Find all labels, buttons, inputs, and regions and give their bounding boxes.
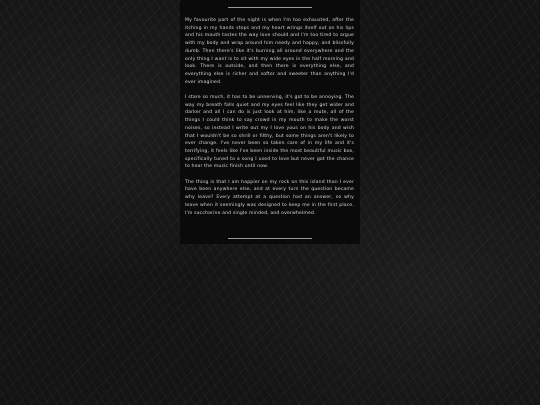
post-paragraph-2: I stare so much, it has to be unnerving, it's got to be annoying. The way my breath falls quiet and my eyes feel like they get wider and darker and all I can do is just look at him, like a mute, all of the things I could think to say crowd in my mouth to make the worst noises, so instead I write out my I love yous on his body and wish that I wouldn't be so shrill or filthy, but some things aren't likely to ever change. I've never been so taken care of in my life and it's terrifying, it feels like I've been inside the most beautiful music box, specifically tuned to a song I used to love but never got the chance to hear the music finish until now. <box>185 95 354 170</box>
top-divider <box>228 7 312 8</box>
post-column <box>180 0 360 244</box>
post-paragraph-3: The thing is that I am happier on my rock on this island than I ever have been anywhere else, and at every turn the question became why leave? Every attempt at a question had an answer, so why leave when it seemingly was designed to keep me in the first place. I'm saccharine and single minded, and overwhelmed. <box>185 179 354 216</box>
post-paragraph-1: My favourite part of the night is when I'm too exhausted, after the itching in my hands stops and my heart wrings itself out on his lips and his mouth tastes the way love should and I'm too tired to argue with my body and wrap around him needy and happy, and blissfully dumb. Then there's like it's burning all around everywhere and the only thing I want is to sit with my wide eyes in the half morning and look. There is outside, and then there is everything else, and everything else is richer and softer and sweeter than anything I'd ever imagined. <box>185 18 354 85</box>
bottom-divider <box>228 238 312 239</box>
post-body <box>185 17 354 225</box>
